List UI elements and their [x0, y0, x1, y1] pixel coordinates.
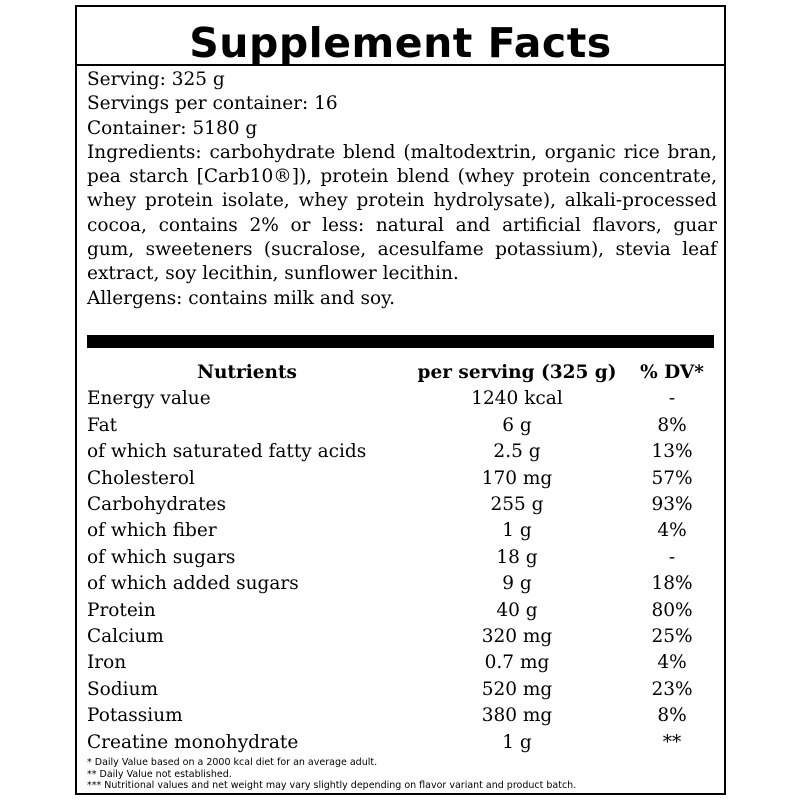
nutrient-daily-value: **: [662, 731, 682, 753]
table-row: [87, 624, 717, 650]
product-info: [87, 68, 717, 311]
nutrient-daily-value: -: [668, 388, 676, 410]
nutrient-amount: 380 mg: [481, 705, 553, 727]
footnote-daily-value: * Daily Value based on a 2000 kcal diet for an average adult.: [87, 757, 378, 768]
nutrient-name: of which sugars: [87, 546, 236, 568]
table-row: [87, 677, 717, 703]
nutrient-name: Iron: [87, 652, 127, 674]
nutrient-amount: 9 g: [502, 573, 532, 595]
table-row: [87, 439, 717, 465]
allergens-text: Allergens: contains milk and soy.: [87, 287, 396, 309]
nutrient-name: Protein: [87, 599, 156, 621]
table-row: [87, 598, 717, 624]
nutrient-amount: 2.5 g: [493, 441, 541, 463]
footnote-variation: *** Nutritional values and net weight may vary slightly depending on flavor variant and product batch.: [87, 780, 577, 791]
header-nutrients: Nutrients: [197, 362, 297, 383]
container-weight: Container: 5180 g: [87, 117, 258, 139]
table-row: [87, 730, 717, 756]
table-row: [87, 466, 717, 492]
nutrient-name: Creatine monohydrate: [87, 731, 299, 753]
nutrient-amount: 1240 kcal: [471, 388, 563, 410]
nutrient-amount: 1 g: [502, 731, 532, 753]
table-row: [87, 650, 717, 676]
nutrient-amount: 1 g: [502, 520, 532, 542]
supplement-facts-label: [75, 5, 726, 795]
nutrients-table: [87, 360, 717, 756]
nutrients-table-body: [87, 386, 717, 756]
nutrient-name: Calcium: [87, 626, 164, 648]
nutrient-amount: 0.7 mg: [484, 652, 550, 674]
nutrient-amount: 6 g: [502, 414, 532, 436]
nutrient-name: of which added sugars: [87, 573, 299, 595]
nutrient-amount: 18 g: [496, 546, 538, 568]
nutrient-daily-value: 80%: [651, 599, 693, 621]
nutrient-amount: 320 mg: [481, 626, 553, 648]
nutrient-daily-value: 13%: [651, 441, 693, 463]
nutrient-daily-value: 57%: [651, 467, 693, 489]
footnotes: [87, 757, 717, 792]
table-row: [87, 386, 717, 412]
table-row: [87, 703, 717, 729]
nutrient-name: Sodium: [87, 678, 159, 700]
nutrient-daily-value: 8%: [657, 705, 687, 727]
nutrient-daily-value: 25%: [651, 626, 693, 648]
nutrient-amount: 520 mg: [481, 678, 553, 700]
table-row: [87, 518, 717, 544]
nutrient-daily-value: 8%: [657, 414, 687, 436]
table-row: [87, 492, 717, 518]
serving-size: Serving: 325 g: [87, 69, 225, 90]
header-per-serving: per serving (325 g): [417, 362, 617, 383]
nutrient-amount: 170 mg: [481, 467, 553, 489]
nutrient-daily-value: 93%: [651, 494, 693, 516]
nutrient-name: Cholesterol: [87, 467, 195, 489]
nutrient-name: of which fiber: [87, 520, 217, 542]
footnote-not-established: ** Daily Value not established.: [87, 768, 232, 780]
nutrient-name: Fat: [87, 414, 118, 436]
nutrient-daily-value: -: [668, 546, 676, 568]
header-daily-value: % DV*: [640, 362, 704, 383]
nutrient-daily-value: 18%: [651, 573, 693, 595]
nutrient-daily-value: 4%: [657, 520, 687, 542]
table-row: [87, 545, 717, 571]
servings-per-container: Servings per container: 16: [87, 93, 338, 115]
table-header-row: [87, 360, 717, 386]
ingredients-text: Ingredients: carbohydrate blend (maltodextrin, organic rice bran, pea starch [Carb10®]), protein blend (whey protein concentrate, whey protein isolate, whey protein hydrolysate), alkali-processed cocoa, contains 2% or less: natural and artificial flavors, guar gum, sweeteners (sucralose, acesulfame potassium), stevia leaf extract, soy lecithin, sunflower lecithin.: [87, 141, 717, 285]
nutrient-name: Potassium: [87, 705, 183, 727]
label-title: Supplement Facts: [189, 19, 612, 67]
nutrient-amount: 40 g: [496, 599, 538, 621]
nutrient-amount: 255 g: [490, 494, 544, 516]
table-row: [87, 413, 717, 439]
nutrient-daily-value: 4%: [657, 652, 687, 674]
nutrient-daily-value: 23%: [651, 678, 693, 700]
nutrient-name: Energy value: [87, 388, 211, 410]
section-divider: [87, 335, 714, 348]
nutrient-name: of which saturated fatty acids: [87, 441, 367, 463]
nutrient-name: Carbohydrates: [87, 494, 226, 516]
title-divider: [77, 64, 724, 66]
table-row: [87, 571, 717, 597]
